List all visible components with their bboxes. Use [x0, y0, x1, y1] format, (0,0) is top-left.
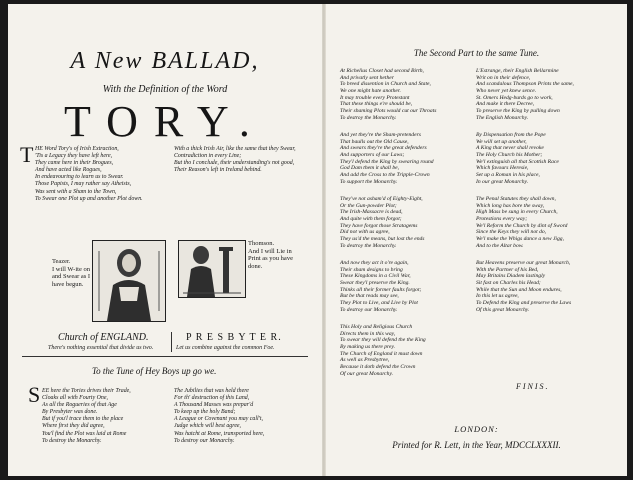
presbyter-motto: Let us combine against the common Foe.: [176, 345, 275, 351]
drop-cap-s: S: [28, 382, 41, 407]
church-of-england-heading: Church of ENGLAND.: [58, 332, 149, 343]
stanza-b4: But Heavens preserve our great Monarch, With the Partner of his Bed, May Britains Diadem lastingly Sit fast on Charles his Head; While that the Sun and Moon endures, In this let us agree, To Defend the King and preserve the Laws Of this great Monarchy.: [476, 260, 572, 313]
teazer-caption: Teazer. I will W-ite on and Swear as I have begun.: [52, 258, 91, 288]
stanza-a4: And now they act it o're again, Their sham designs to bring These Kingdoms in a Civil War, Swear they'l preserve the King. Thinks all their former faults forgot; But be that reads may see, They Plot to Live, and Live by Plot To destroy our Monarchy.: [340, 260, 422, 313]
thomson-caption: Thomson. And I will Lie in Print as you have done.: [248, 240, 293, 270]
drop-cap-t: T: [20, 142, 34, 167]
woodcut-teazer: [92, 240, 166, 322]
stanza-b3: The Penal Statutes they shall down, Which long has bore the sway, High Mass be sung in every Church, Protestions every way; We'l Reform the Church by dint of Sword Since the Keys they will not do, We'l make the Whigs dance a new Jigg, And to the Altar bow.: [476, 196, 568, 249]
stanza-b1: L'Estrange, their English Bellarmine Writ on in their defence, And scandalous Thompson Prints the same, Who never yet knew sence. St. Omers Hedg-burds go to work, And make it there Decree, To preserve the King by pulling down The English Monarchy.: [476, 68, 574, 121]
second-part-title: The Second Part to the same Tune.: [413, 48, 540, 58]
stanza-a3: They've not asham'd of Eighty-Eight, Or the Gun-powder Plot; The Irish-Massacre is dead, And quite with them forgot; They have forgot those Stratagems Did not with us agree, They us'd the means, but lost the ends To destroy the Monarchy.: [340, 196, 425, 249]
stanza-a1: At Richelius Closet had second Birth, And privatly sent hether To breed dissention in Church and State, We one might hate another. It may trouble every Protestant That these things e're should be, Their shaming Plots would cut our Throats To destroy the Monarchy.: [340, 68, 437, 121]
stanza-a5: This Holy and Religious Church Directs them in this way, To swear they will defend the the King By making us there prey. The Church of England it must down As well as Presbytree, Because it doth defend the Crown Of our great Monarchy.: [340, 324, 426, 377]
thomson-figure-icon: [179, 241, 245, 297]
presbyter-heading: P R E S B Y T E R.: [186, 332, 282, 343]
divider-horizontal: [22, 356, 308, 357]
stanza-3: EE here the Tories drives their Trade, Cloaks all with Fourty One, As all the Rogueries of that Age By Presbyter was done. But if you'l trace them to the place Where first they did agree, You'l find the Plot was laid at Rome To destroy the Monarchy.: [42, 388, 131, 444]
right-page: [326, 4, 627, 476]
church-of-england-motto: There's nothing essential that divide us two.: [48, 345, 154, 351]
imprint-city: LONDON:: [454, 424, 499, 434]
ballad-subtitle: With the Definition of the Word: [102, 84, 228, 95]
imprint-printer: Printed for R. Lett, in the Year, MDCCLXXXII.: [392, 440, 561, 450]
divider-vertical: [171, 332, 172, 352]
woodcut-thomson: [178, 240, 246, 298]
tune-heading: To the Tune of Hey Boys up go we.: [92, 366, 217, 376]
ballad-title: A New BALLAD,: [70, 48, 260, 74]
stanza-b2: By Dispensation from the Pope We will set up another, A King that never shall revoke The Holy Church his Mother; We'l extinguish all that Scottish Race Which favours Heresie, Set up a Roman in his place, In our great Monarchy.: [476, 132, 559, 185]
stanza-1: HE Word Tory's of Irish Extraction, 'Tis a Legacy they have left here, They came here in their Brogues, And have acted like Rogues, In endeavouring to learn us to Swear. Those Papists, I may rather say Atheists, Was sent with a Sham to the Town, To Swear one Plot up and another Plot down.: [35, 146, 143, 202]
broadside-sheet: [8, 4, 627, 476]
left-page: [8, 4, 322, 476]
finis-mark: FINIS.: [516, 382, 550, 391]
tory-heading: TORY.: [64, 97, 266, 146]
stanza-2: With a thick Irish Air, like the same that they Swear, Contradiction in every Line; But tho I conclude, their understanding's not good, Their Reason's left in Ireland behind.: [174, 146, 296, 174]
stanza-a2: And yet they're the Sham-pretenders That baulls out the Old Cause, And swears they're the great defenders And supporters of our Laws; They'l defend the King by swearing round God Dam them it shall be, And add the Cross to the Tripple-Crown To support the Monarchy.: [340, 132, 434, 185]
teazer-figure-icon: [93, 241, 165, 321]
stanza-4: The Jubilies that was held there For th' destruction of this Land, A Thousand Masses was prepar'd To keep up the holy Band; A League or Covenant you may call't, Judge which will best agree, Was hatcht at Rome, transported here, To destroy our Monarchy.: [174, 388, 265, 444]
